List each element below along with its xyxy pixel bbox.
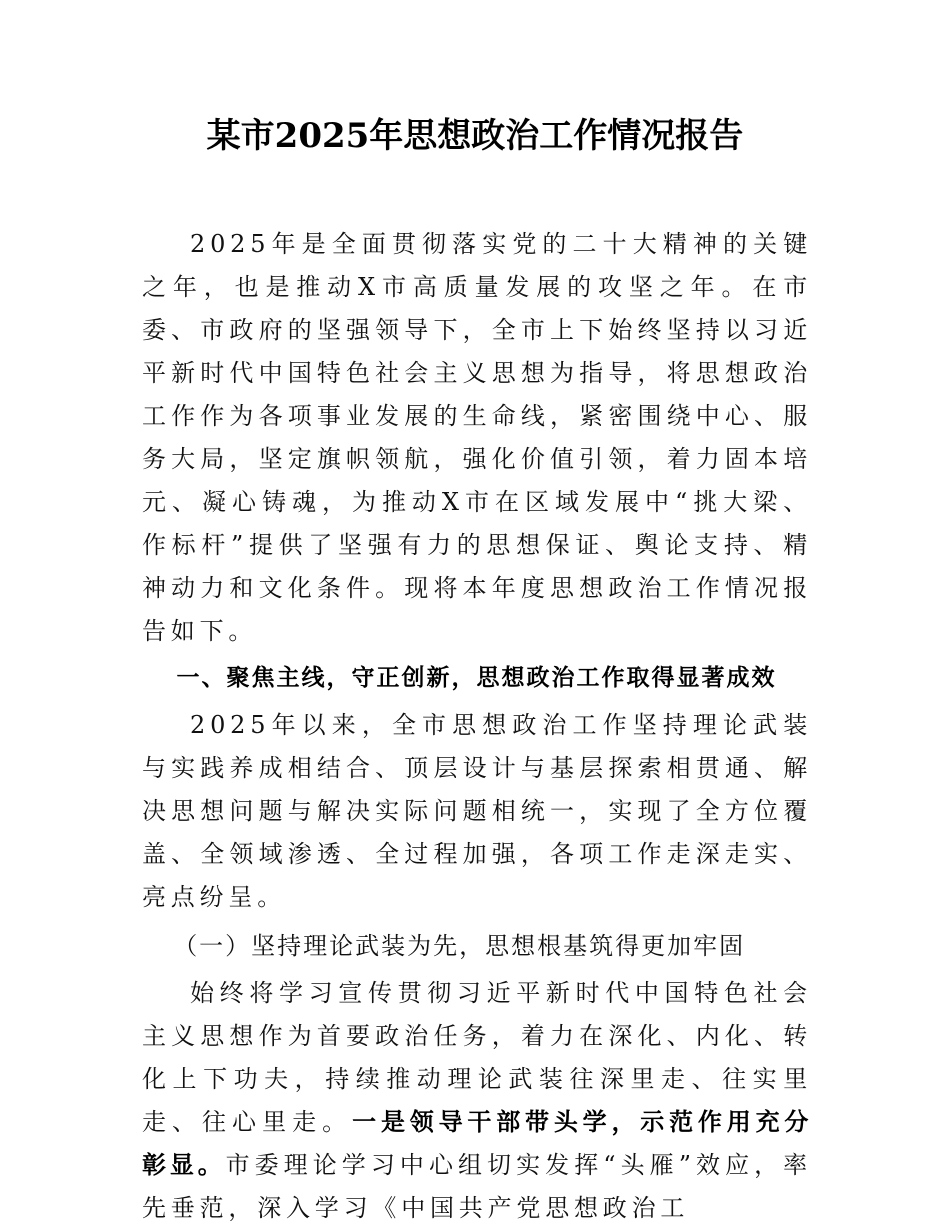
subsection-heading-1-1: （一）坚持理论武装为先，思想根基筑得更加牢固 bbox=[173, 932, 746, 960]
document-body bbox=[142, 223, 812, 1230]
bold-key-point: 一是领导干部带头学，示范作用充分彰显。 bbox=[142, 1108, 812, 1179]
section-1-paragraph: 2025年以来，全市思想政治工作坚持理论武装与实践养成相结合、顶层设计与基层探索相贯通、解决思想问题与解决实际问题相统一，实现了全方位覆盖、全领域渗透、全过程加强，各项工作走深走实、亮点纷呈。 bbox=[142, 711, 812, 911]
paragraph-text-continued: 市委理论学习中心组切实发挥“头雁”效应，率先垂范，深入学习《中国共产党思想政治工 bbox=[142, 1151, 812, 1222]
intro-paragraph: 2025年是全面贯彻落实党的二十大精神的关键之年，也是推动X市高质量发展的攻坚之年。在市委、市政府的坚强领导下，全市上下始终坚持以习近平新时代中国特色社会主义思想为指导，将思想政治工作作为各项事业发展的生命线，紧密围绕中心、服务大局，坚定旗帜领航，强化价值引领，着力固本培元、凝心铸魂，为推动X市在区域发展中“挑大梁、作标杆”提供了坚强有力的思想保证、舆论支持、精神动力和文化条件。现将本年度思想政治工作情况报告如下。 bbox=[142, 230, 812, 645]
document-title: 某市2025年思想政治工作情况报告 bbox=[206, 116, 744, 156]
section-heading-1: 一、聚焦主线，守正创新，思想政治工作取得显著成效 bbox=[176, 665, 777, 691]
paragraph-text: 始终将学习宣传贯彻习近平新时代中国特色社会主义思想作为首要政治任务，着力在深化、内化、转化上下功夫，持续推动理论武装往深里走、往实里走、往心里走。 bbox=[142, 979, 812, 1136]
subsection-1-1-paragraph bbox=[142, 972, 812, 1230]
